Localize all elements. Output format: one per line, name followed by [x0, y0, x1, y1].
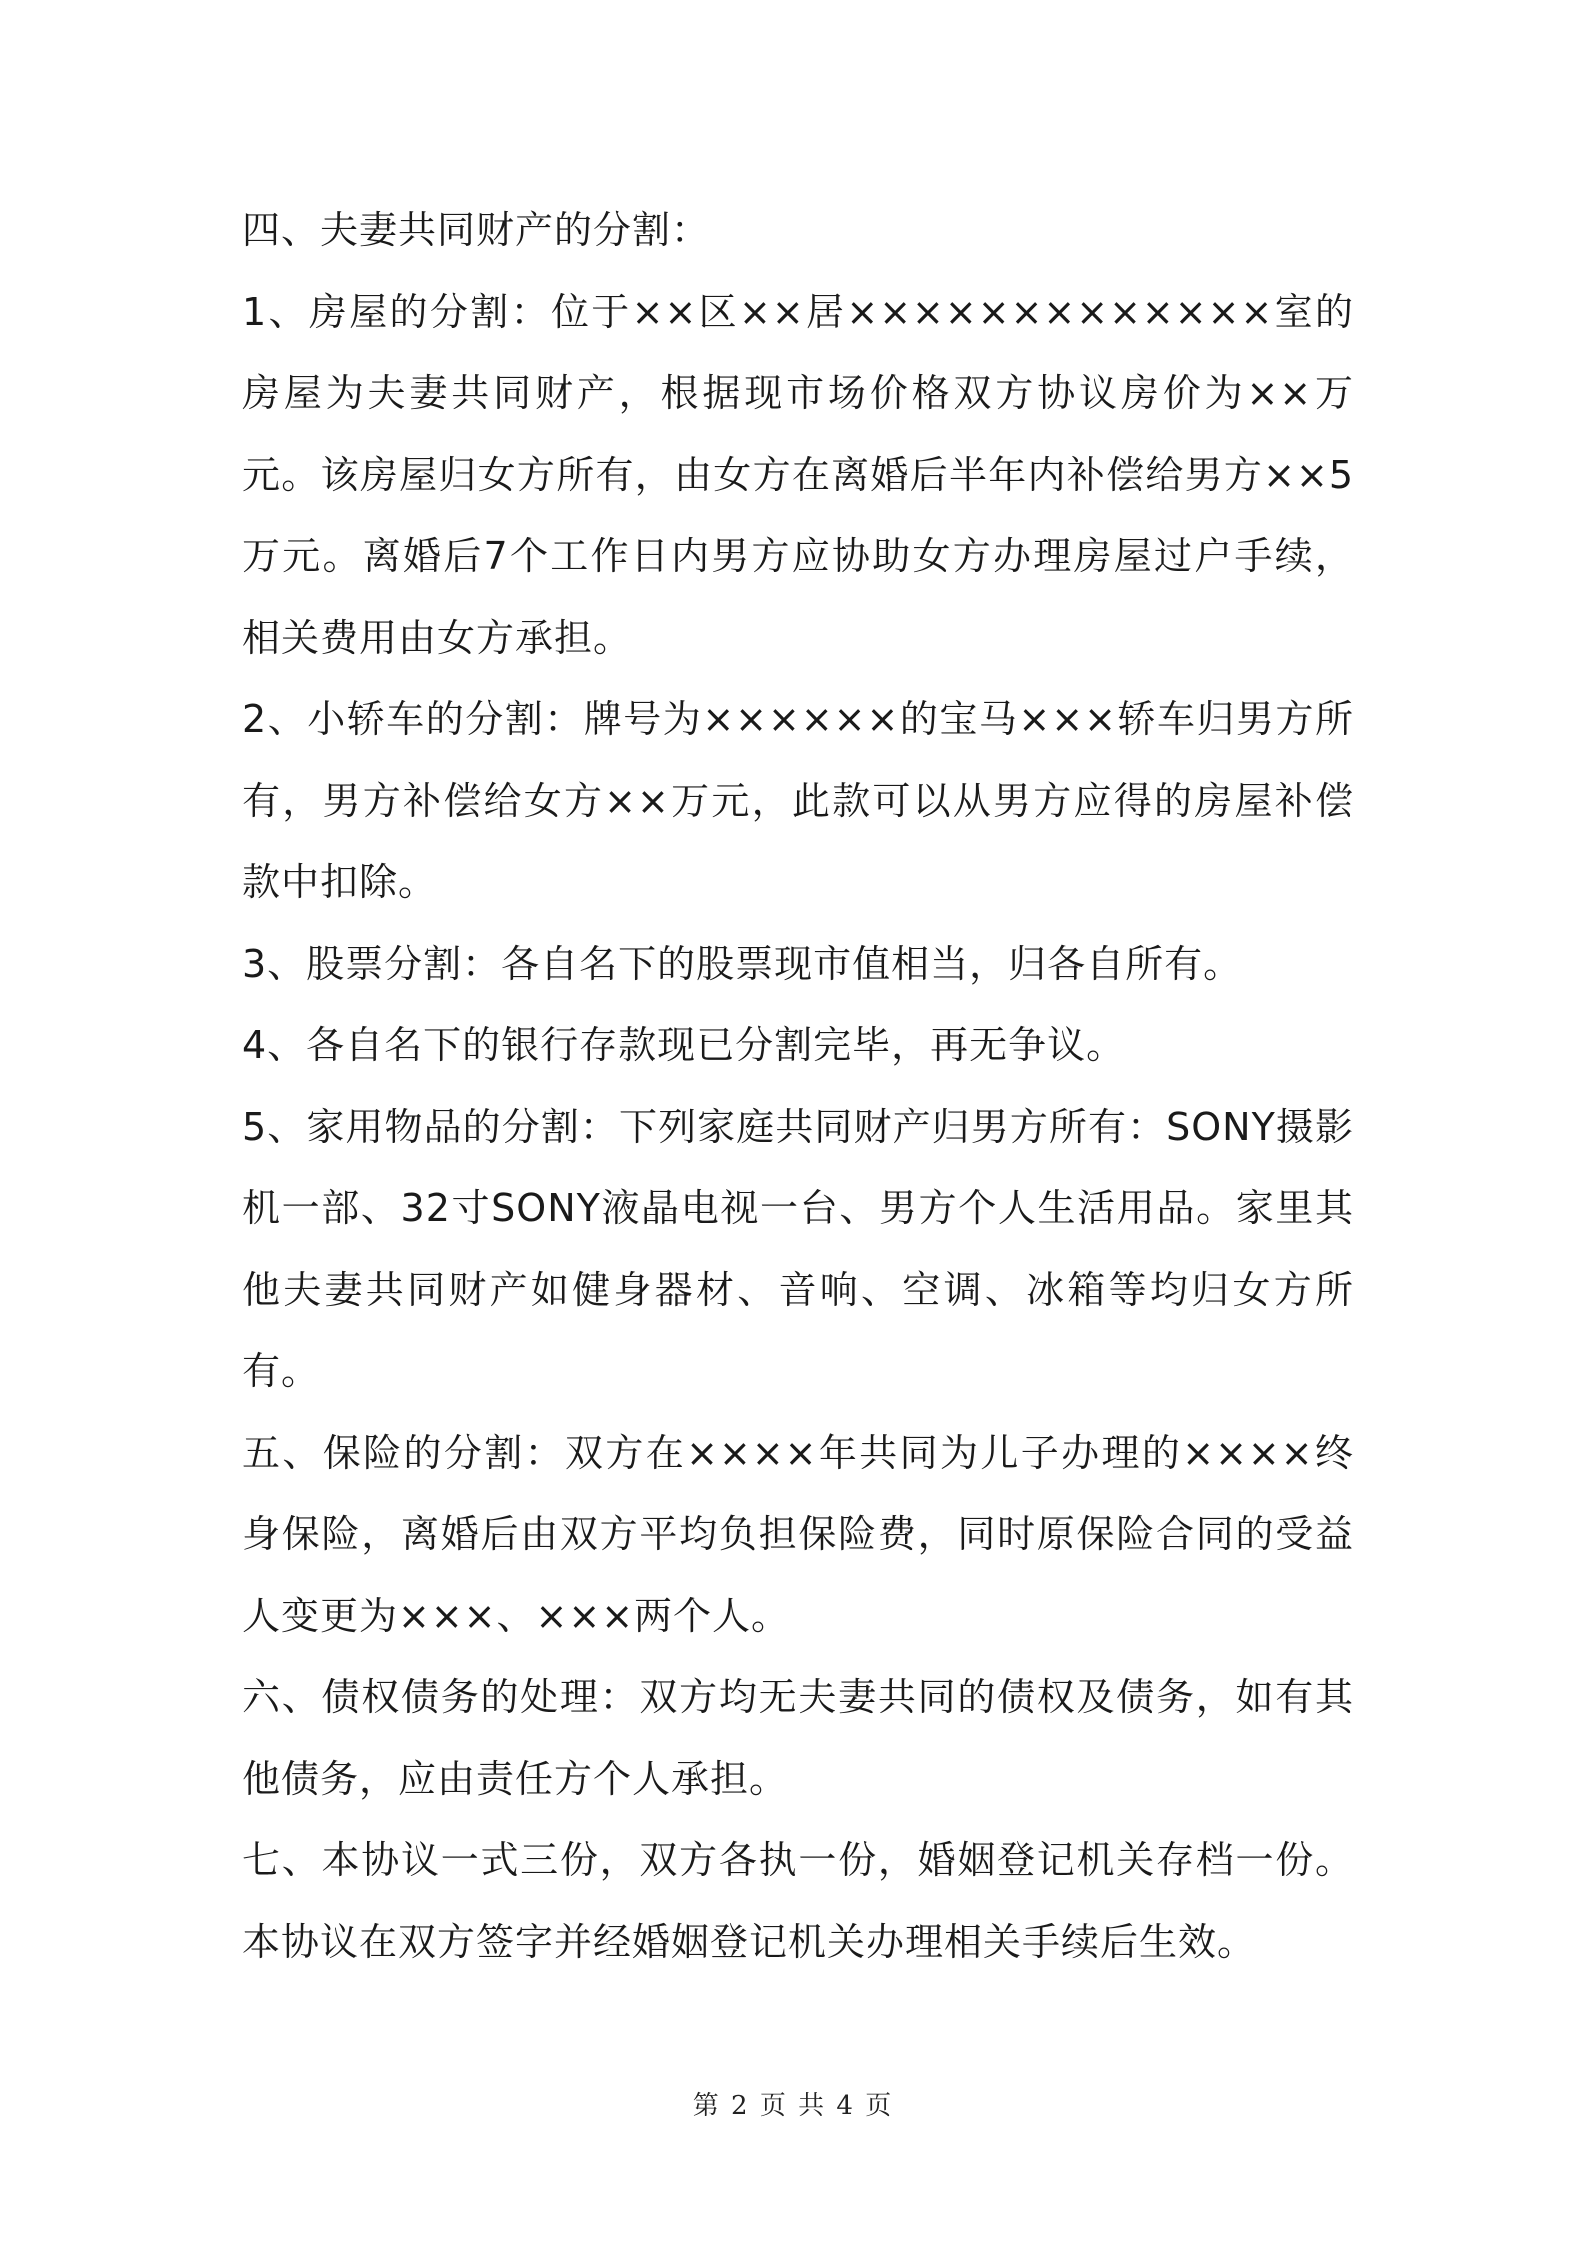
clause-house-division: 1、房屋的分割：位于××区××居×××××××××××××室的房屋为夫妻共同财产，根据现市场价格双方协议房价为××万元。该房屋归女方所有，由女方在离婚后半年内补偿给男方××5万元。离婚后7个工作日内男方应协助女方办理房屋过户手续，相关费用由女方承担。	[242, 289, 1354, 660]
clause-stock-division: 3、股票分割：各自名下的股票现市值相当，归各自所有。	[242, 941, 1243, 986]
page-number-footer: 第 2 页 共 4 页	[692, 2091, 894, 2121]
clause-household-items: 5、家用物品的分割：下列家庭共同财产归男方所有：SONY摄影机一部、32寸SONY液晶电视一台、男方个人生活用品。家里其他夫妻共同财产如健身器材、音响、空调、冰箱等均归女方所有。	[242, 1104, 1354, 1393]
section-debt-handling: 六、债权债务的处理：双方均无夫妻共同的债权及债务，如有其他债务，应由责任方个人承担。	[242, 1675, 1354, 1801]
section-heading-property-division: 四、夫妻共同财产的分割：	[242, 208, 711, 252]
section-insurance-division: 五、保险的分割：双方在××××年共同为儿子办理的××××终身保险，离婚后由双方平均负担保险费，同时原保险合同的受益人变更为×××、×××两个人。	[242, 1430, 1354, 1638]
document-body	[242, 190, 1354, 1983]
section-agreement-copies: 七、本协议一式三份，双方各执一份，婚姻登记机关存档一份。本协议在双方签字并经婚姻登记机关办理相关手续后生效。	[242, 1838, 1354, 1964]
clause-bank-deposit: 4、各自名下的银行存款现已分割完毕，再无争议。	[242, 1023, 1126, 1067]
clause-car-division: 2、小轿车的分割：牌号为××××××的宝马×××轿车归男方所有，男方补偿给女方××万元，此款可以从男方应得的房屋补偿款中扣除。	[242, 697, 1354, 904]
